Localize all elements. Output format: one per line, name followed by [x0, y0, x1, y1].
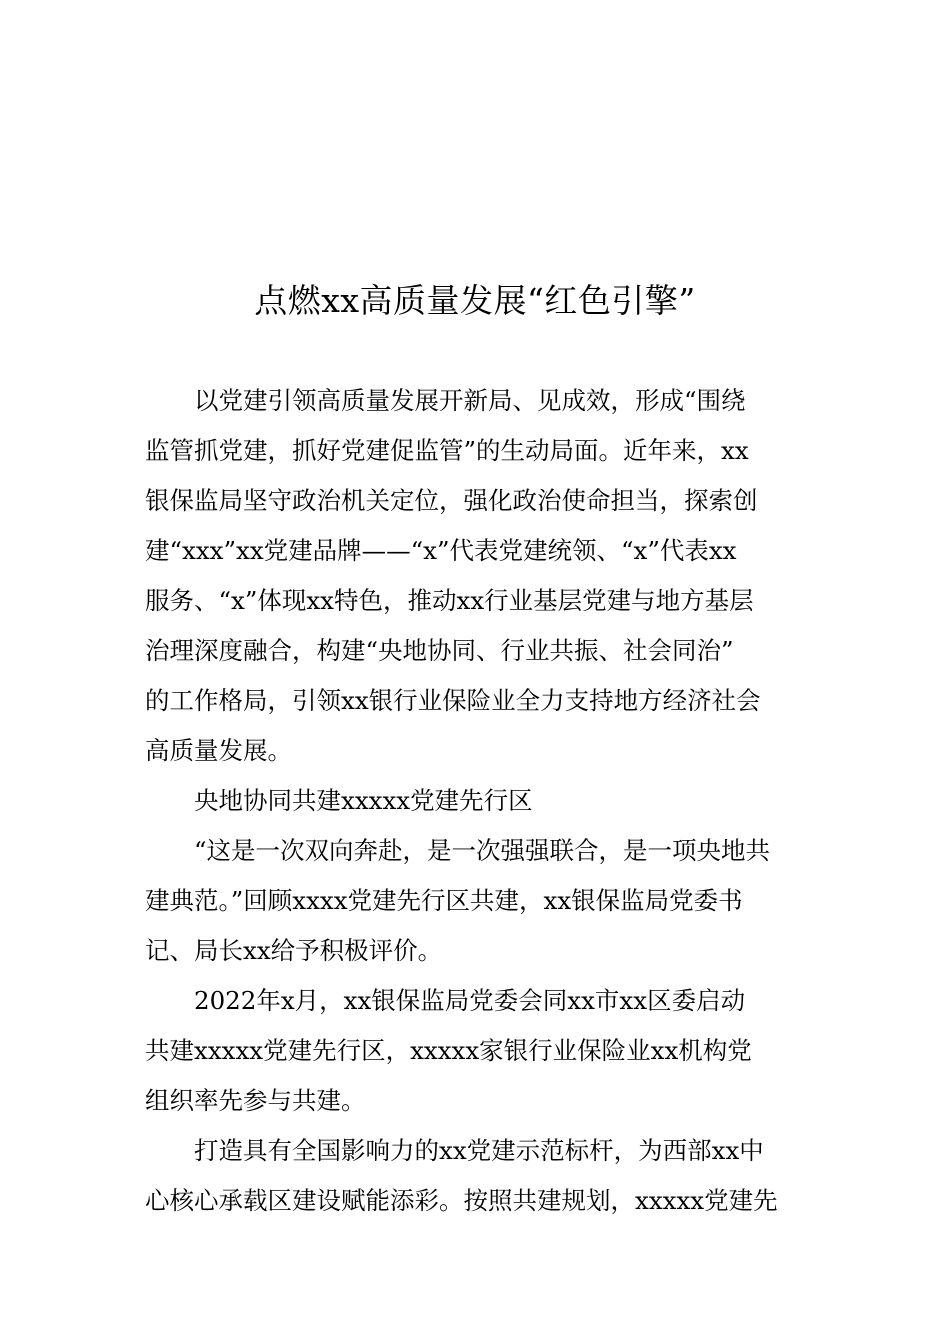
- paragraph-line: 共建xxxxx党建先行区，xxxxx家银行业保险业xx机构党: [145, 1036, 752, 1065]
- paragraph-line: 的工作格局，引领xx银行业保险业全力支持地方经济社会: [145, 686, 761, 715]
- paragraph-line: 组织率先参与共建。: [145, 1086, 366, 1115]
- paragraph-line: 高质量发展。: [145, 736, 292, 765]
- page-title: 点燃xx高质量发展“红色引擎”: [254, 281, 696, 320]
- article-body: [145, 376, 807, 1226]
- paragraph-line: 银保监局坚守政治机关定位，强化政治使命担当，探索创: [145, 486, 758, 515]
- paragraph-line: 心核心承载区建设赋能添彩。按照共建规划，xxxxx党建先: [145, 1186, 778, 1215]
- paragraph-line: 建典范。”回顾xxxx党建先行区共建，xx银保监局党委书: [145, 886, 743, 915]
- paragraph-line: 2022年x月，xx银保监局党委会同xx市xx区委启动: [194, 986, 746, 1015]
- paragraph-line: “这是一次双向奔赴，是一次强强联合，是一项央地共: [194, 836, 771, 865]
- paragraph-line: 治理深度融合，构建“央地协同、行业共振、社会同治”: [145, 636, 734, 665]
- paragraph-line: 以党建引领高质量发展开新局、见成效，形成“围绕: [194, 386, 746, 415]
- paragraph-line: 服务、“x”体现xx特色，推动xx行业基层党建与地方基层: [145, 586, 754, 615]
- paragraph-line: 打造具有全国影响力的xx党建示范标杆，为西部xx中: [194, 1136, 764, 1165]
- section-heading: 央地协同共建xxxxx党建先行区: [194, 786, 533, 815]
- paragraph-line: 记、局长xx给予积极评价。: [145, 936, 443, 965]
- paragraph-line: 监管抓党建，抓好党建促监管”的生动局面。近年来，xx: [145, 436, 749, 465]
- paragraph-line: 建“xxx”xx党建品牌——“x”代表党建统领、“x”代表xx: [145, 536, 737, 565]
